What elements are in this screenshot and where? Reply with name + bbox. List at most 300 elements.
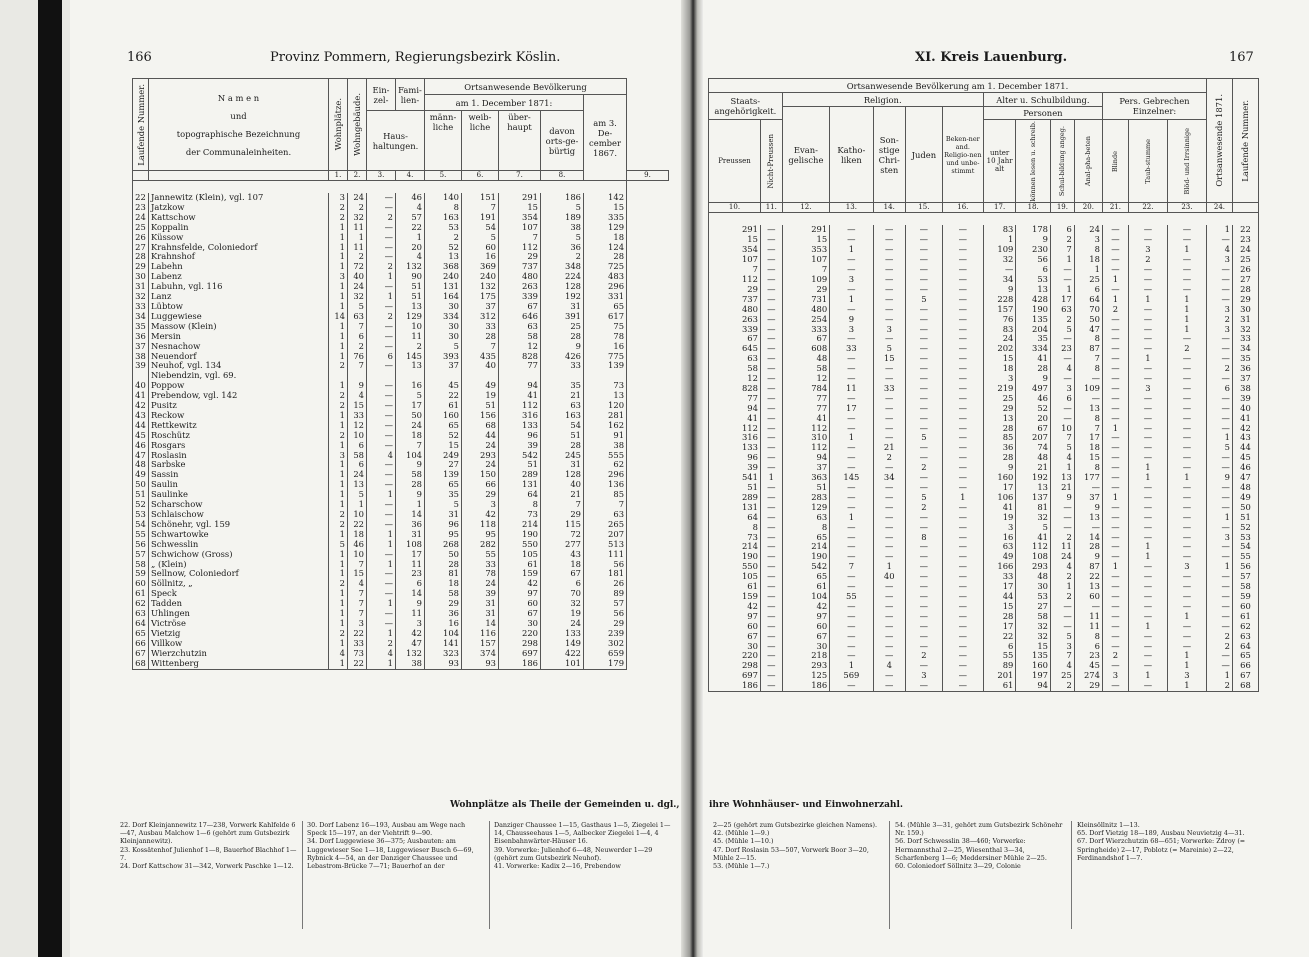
cell-value: — xyxy=(873,503,905,513)
column-number: 8. xyxy=(541,171,584,181)
row-number: 23 xyxy=(133,203,149,213)
cell-value: 90 xyxy=(396,272,425,282)
cell-value: 3 xyxy=(983,374,1015,384)
cell-value: 2 xyxy=(905,503,942,513)
table-row xyxy=(709,642,1259,652)
header-ortsanwesende: Ortsanwesende Bevölkerung xyxy=(425,79,627,95)
cell-value: 7 xyxy=(499,233,541,243)
cell-value: 1 xyxy=(329,352,348,362)
cell-value: — xyxy=(760,622,782,632)
cell-value: 22 xyxy=(983,632,1015,642)
cell-value: — xyxy=(1206,622,1232,632)
cell-value: 9 xyxy=(983,463,1015,473)
table-row xyxy=(133,649,669,659)
table-row xyxy=(133,193,669,203)
cell-value: 1 xyxy=(1050,582,1074,592)
cell-value: 22 xyxy=(348,520,367,530)
cell-value: 1 xyxy=(1074,265,1102,275)
table-row xyxy=(133,262,669,272)
cell-value: 73 xyxy=(348,649,367,659)
cell-value: 3 xyxy=(873,325,905,335)
cell-value: 67 xyxy=(499,302,541,312)
footnote-column-6 xyxy=(1077,821,1253,862)
cell-value: — xyxy=(942,424,983,434)
cell-value: — xyxy=(1128,523,1167,533)
header-namen-topographische: topographische Bezeichnung xyxy=(176,128,301,139)
cell-value: — xyxy=(1167,235,1206,245)
header-namen-communal: der Communaleinheiten. xyxy=(185,146,292,157)
cell-value: — xyxy=(1102,503,1128,513)
footnote: 54. (Mühle 3—31, gehört zum Gutsbezirk Schönehr Nr. 159.) xyxy=(895,821,1063,838)
cell-value: 480 xyxy=(499,272,541,282)
place-name: Massow (Klein) xyxy=(149,322,329,332)
column-number: 21. xyxy=(1102,203,1128,213)
cell-value: 1 xyxy=(396,500,425,510)
cell-value: 697 xyxy=(709,671,761,681)
cell-value: 159 xyxy=(709,592,761,602)
cell-value: 30 xyxy=(782,642,830,652)
place-name: Luggewiese xyxy=(149,312,329,322)
cell-value: 7 xyxy=(348,560,367,570)
cell-value: — xyxy=(760,483,782,493)
cell-value: 5 xyxy=(348,302,367,312)
table-row xyxy=(133,381,669,391)
cell-value: 96 xyxy=(709,453,761,463)
cell-value: 44 xyxy=(462,431,499,441)
cell-value: — xyxy=(1206,404,1232,414)
cell-value: — xyxy=(830,552,873,562)
cell-value xyxy=(348,371,367,381)
cell-value: 23 xyxy=(396,569,425,579)
cell-value: 289 xyxy=(709,493,761,503)
cell-value: 87 xyxy=(1074,562,1102,572)
header-juden: Juden xyxy=(905,107,942,203)
cell-value: 3 xyxy=(1050,642,1074,652)
cell-value: — xyxy=(942,443,983,453)
cell-value: 40 xyxy=(348,272,367,282)
cell-value: — xyxy=(942,225,983,235)
cell-value: — xyxy=(367,441,396,451)
table-row xyxy=(133,233,669,243)
cell-value: 177 xyxy=(1074,473,1102,483)
cell-value: — xyxy=(1128,275,1167,285)
cell-value: 22 xyxy=(396,223,425,233)
column-number: 14. xyxy=(873,203,905,213)
cell-value: 131 xyxy=(425,282,462,292)
cell-value: 22 xyxy=(1074,572,1102,582)
cell-value: — xyxy=(367,550,396,560)
cell-value: 201 xyxy=(983,671,1015,681)
cell-value: 57 xyxy=(584,599,627,609)
cell-value: 17 xyxy=(983,483,1015,493)
cell-value: — xyxy=(367,322,396,332)
cell-value: 15 xyxy=(348,569,367,579)
row-number: 55 xyxy=(133,530,149,540)
place-name: Schwartowke xyxy=(149,530,329,540)
cell-value: — xyxy=(873,315,905,325)
cell-value: 18 xyxy=(348,530,367,540)
cell-value: — xyxy=(1102,225,1128,235)
cell-value: 555 xyxy=(584,451,627,461)
cell-value: 133 xyxy=(709,443,761,453)
cell-value: — xyxy=(830,572,873,582)
cell-value: 38 xyxy=(541,223,584,233)
cell-value: 2 xyxy=(1206,681,1232,691)
cell-value: — xyxy=(942,612,983,622)
table-row xyxy=(133,639,669,649)
row-number: 22 xyxy=(133,193,149,203)
cell-value: — xyxy=(1102,384,1128,394)
cell-value: 28 xyxy=(541,332,584,342)
row-number: 27 xyxy=(133,243,149,253)
cell-value: 3 xyxy=(983,523,1015,533)
cell-value: 1 xyxy=(329,560,348,570)
cell-value: 33 xyxy=(541,361,584,371)
cell-value: 6 xyxy=(1074,285,1102,295)
cell-value: — xyxy=(830,523,873,533)
cell-value: 483 xyxy=(584,272,627,282)
cell-value: 1 xyxy=(329,490,348,500)
place-name: Wierzchutzin xyxy=(149,649,329,659)
cell-value: — xyxy=(942,533,983,543)
cell-value: — xyxy=(873,463,905,473)
cell-value: 7 xyxy=(348,361,367,371)
table-row xyxy=(709,651,1259,661)
cell-value: 2 xyxy=(367,312,396,322)
cell-value: — xyxy=(830,533,873,543)
cell-value: 2 xyxy=(1206,364,1232,374)
cell-value: 608 xyxy=(782,344,830,354)
cell-value: — xyxy=(1074,483,1102,493)
cell-value: — xyxy=(760,374,782,384)
cell-value: — xyxy=(942,285,983,295)
cell-value: 65 xyxy=(782,533,830,543)
cell-value: 8 xyxy=(782,523,830,533)
running-head-left: Provinz Pommern, Regierungsbezirk Köslin. xyxy=(270,50,561,65)
cell-value: 42 xyxy=(499,579,541,589)
cell-value: 20 xyxy=(396,243,425,253)
cell-value: 46 xyxy=(1016,394,1051,404)
cell-value: 282 xyxy=(462,540,499,550)
cell-value: 190 xyxy=(709,552,761,562)
cell-value: — xyxy=(1128,642,1167,652)
cell-value: — xyxy=(983,265,1015,275)
cell-value: 1 xyxy=(1128,542,1167,552)
cell-value: 2 xyxy=(1206,315,1232,325)
table-row xyxy=(133,312,669,322)
cell-value: 78 xyxy=(584,332,627,342)
footnote: 47. Dorf Roslasin 53—507, Vorwerk Boor 3—20, Mühle 2—15. xyxy=(713,845,869,862)
cell-value: — xyxy=(1102,414,1128,424)
cell-value: 55 xyxy=(462,550,499,560)
cell-value xyxy=(367,371,396,381)
cell-value: — xyxy=(1167,424,1206,434)
cell-value: 207 xyxy=(584,530,627,540)
cell-value: 29 xyxy=(462,490,499,500)
cell-value: — xyxy=(1128,493,1167,503)
cell-value: — xyxy=(760,572,782,582)
cell-value: 9 xyxy=(1050,493,1074,503)
cell-value: — xyxy=(873,642,905,652)
cell-value: 62 xyxy=(584,460,627,470)
cell-value: 4 xyxy=(367,451,396,461)
table-row xyxy=(133,619,669,629)
cell-value: 36 xyxy=(425,609,462,619)
cell-value: 8 xyxy=(499,500,541,510)
cell-value: — xyxy=(1206,235,1232,245)
cell-value: 5 xyxy=(425,500,462,510)
cell-value: — xyxy=(1128,453,1167,463)
cell-value: 85 xyxy=(983,433,1015,443)
table-row xyxy=(709,414,1259,424)
cell-value: 6 xyxy=(1016,265,1051,275)
cell-value: — xyxy=(1102,513,1128,523)
cell-value: — xyxy=(760,394,782,404)
cell-value: — xyxy=(830,542,873,552)
row-number: 60 xyxy=(133,579,149,589)
cell-value: 2 xyxy=(1050,592,1074,602)
cell-value: 67 xyxy=(1016,424,1051,434)
cell-value: 3 xyxy=(396,619,425,629)
cell-value: 7 xyxy=(1050,245,1074,255)
cell-value: — xyxy=(1102,661,1128,671)
cell-value: 2 xyxy=(329,431,348,441)
row-number: 54 xyxy=(1232,542,1258,552)
cell-value: — xyxy=(873,295,905,305)
cell-value: 51 xyxy=(499,460,541,470)
cell-value: 14 xyxy=(396,510,425,520)
table-row xyxy=(133,391,669,401)
cell-value: 1 xyxy=(348,233,367,243)
cell-value: — xyxy=(873,235,905,245)
cell-value: — xyxy=(367,460,396,470)
cell-value xyxy=(499,371,541,381)
cell-value: 25 xyxy=(983,394,1015,404)
place-name: Roschütz xyxy=(149,431,329,441)
cell-value: 828 xyxy=(709,384,761,394)
cell-value: — xyxy=(1167,354,1206,364)
cell-value: — xyxy=(1206,354,1232,364)
cell-value: — xyxy=(760,463,782,473)
cell-value: — xyxy=(1128,325,1167,335)
cell-value: 14 xyxy=(396,589,425,599)
cell-value: — xyxy=(942,315,983,325)
cell-value: — xyxy=(905,325,942,335)
place-name: Prebendow, vgl. 142 xyxy=(149,391,329,401)
cell-value: 5 xyxy=(425,342,462,352)
cell-value: 354 xyxy=(499,213,541,223)
cell-value: 37 xyxy=(1074,493,1102,503)
cell-value: 41 xyxy=(1016,354,1051,364)
cell-value: — xyxy=(760,424,782,434)
cell-value: 111 xyxy=(584,550,627,560)
cell-value: 107 xyxy=(499,223,541,233)
cell-value: — xyxy=(1128,443,1167,453)
place-name: Labuhn, vgl. 116 xyxy=(149,282,329,292)
cell-value: 63 xyxy=(584,510,627,520)
cell-value: 45 xyxy=(1074,661,1102,671)
cell-value: — xyxy=(1102,533,1128,543)
cell-value: 1 xyxy=(329,659,348,669)
cell-value: 1 xyxy=(1050,255,1074,265)
cell-value: — xyxy=(1167,642,1206,652)
cell-value: 52 xyxy=(425,431,462,441)
cell-value: 39 xyxy=(499,441,541,451)
cell-value: 428 xyxy=(1016,295,1051,305)
cell-value: 104 xyxy=(425,629,462,639)
page-number-right: 167 xyxy=(1229,50,1254,65)
cell-value: 178 xyxy=(1016,225,1051,235)
footnote-column-1 xyxy=(120,821,298,870)
cell-value: 1 xyxy=(1167,661,1206,671)
cell-value: 219 xyxy=(983,384,1015,394)
cell-value: — xyxy=(760,523,782,533)
cell-value: — xyxy=(942,582,983,592)
table-row xyxy=(709,632,1259,642)
cell-value: 1 xyxy=(1128,473,1167,483)
cell-value: 15 xyxy=(584,203,627,213)
cell-value: — xyxy=(367,203,396,213)
cell-value: — xyxy=(873,681,905,691)
cell-value: — xyxy=(1167,622,1206,632)
cell-value: 1 xyxy=(830,661,873,671)
table-row xyxy=(709,542,1259,552)
cell-value: — xyxy=(1206,275,1232,285)
cell-value: 76 xyxy=(348,352,367,362)
cell-value: — xyxy=(760,305,782,315)
cell-value: — xyxy=(1167,542,1206,552)
cell-value: 70 xyxy=(1074,305,1102,315)
place-name: Rosgars xyxy=(149,441,329,451)
cell-value: 296 xyxy=(584,470,627,480)
cell-value: 3 xyxy=(1128,245,1167,255)
cell-value: 157 xyxy=(983,305,1015,315)
table-row xyxy=(133,451,669,461)
cell-value: 190 xyxy=(1016,305,1051,315)
cell-value: 97 xyxy=(499,589,541,599)
place-name: Villkow xyxy=(149,639,329,649)
cell-value: — xyxy=(942,463,983,473)
cell-value: — xyxy=(1050,622,1074,632)
cell-value: 6 xyxy=(1074,642,1102,652)
cell-value: — xyxy=(760,542,782,552)
cell-value: 41 xyxy=(499,391,541,401)
cell-value: — xyxy=(1102,592,1128,602)
cell-value: — xyxy=(873,255,905,265)
cell-value: — xyxy=(942,433,983,443)
cell-value: 9 xyxy=(1016,374,1051,384)
table-row xyxy=(133,460,669,470)
cell-value: 16 xyxy=(584,342,627,352)
cell-value: — xyxy=(873,334,905,344)
cell-value: 4 xyxy=(329,649,348,659)
cell-value: — xyxy=(942,661,983,671)
cell-value: — xyxy=(942,374,983,384)
cell-value: — xyxy=(1167,364,1206,374)
header-ortsanwesende-1871: Ortsanwesende 1871. xyxy=(1214,94,1225,188)
cell-value: — xyxy=(1167,483,1206,493)
cell-value: — xyxy=(1206,592,1232,602)
footnote: 45. (Mühle 1—10.) xyxy=(713,837,774,846)
cell-value: — xyxy=(830,394,873,404)
cell-value: — xyxy=(873,225,905,235)
row-number: 25 xyxy=(1232,255,1258,265)
cell-value: 4 xyxy=(348,579,367,589)
cell-value: 11 xyxy=(396,609,425,619)
cell-value: 163 xyxy=(425,213,462,223)
header-laufende-nummer-right: Laufende Nummer. xyxy=(1240,99,1251,182)
table-row xyxy=(709,592,1259,602)
row-number: 56 xyxy=(1232,562,1258,572)
cell-value: — xyxy=(873,582,905,592)
cell-value: 1 xyxy=(329,322,348,332)
row-number: 24 xyxy=(133,213,149,223)
cell-value: 112 xyxy=(709,424,761,434)
cell-value: 21 xyxy=(541,490,584,500)
column-number: 24. xyxy=(1206,203,1232,213)
cell-value: 18 xyxy=(396,431,425,441)
cell-value: — xyxy=(873,414,905,424)
cell-value: 29 xyxy=(983,404,1015,414)
cell-value: — xyxy=(1074,394,1102,404)
cell-value: 645 xyxy=(709,344,761,354)
cell-value: 50 xyxy=(1074,315,1102,325)
column-number: 5. xyxy=(425,171,462,181)
cell-value: 2 xyxy=(329,629,348,639)
cell-value: 17 xyxy=(396,401,425,411)
cell-value: 63 xyxy=(709,354,761,364)
row-number: 28 xyxy=(1232,285,1258,295)
table-row xyxy=(709,483,1259,493)
cell-value: — xyxy=(1050,602,1074,612)
cell-value: 24 xyxy=(348,193,367,203)
cell-value: 76 xyxy=(983,315,1015,325)
cell-value: 112 xyxy=(782,424,830,434)
cell-value: 109 xyxy=(983,245,1015,255)
cell-value: 19 xyxy=(462,391,499,401)
row-number: 26 xyxy=(133,233,149,243)
cell-value: 132 xyxy=(462,282,499,292)
cell-value: — xyxy=(873,285,905,295)
cell-value: 725 xyxy=(584,262,627,272)
cell-value: 1 xyxy=(329,223,348,233)
cell-value: 63 xyxy=(983,542,1015,552)
cell-value: — xyxy=(905,642,942,652)
cell-value: 6 xyxy=(367,352,396,362)
cell-value: — xyxy=(1102,473,1128,483)
row-number: 29 xyxy=(133,262,149,272)
page-number-left: 166 xyxy=(127,50,152,65)
cell-value: 101 xyxy=(541,659,584,669)
footnote: 2—25 (gehört zum Gutsbezirke gleichen Namens). xyxy=(713,821,878,829)
row-number: 47 xyxy=(133,451,149,461)
cell-value: — xyxy=(1167,523,1206,533)
cell-value: 175 xyxy=(462,292,499,302)
cell-value: — xyxy=(1102,235,1128,245)
cell-value: 87 xyxy=(1074,344,1102,354)
footnote: Kleinsöllnitz 1—13. xyxy=(1077,821,1140,829)
cell-value: 8 xyxy=(425,203,462,213)
cell-value: 274 xyxy=(1074,671,1102,681)
cell-value: 1 xyxy=(830,245,873,255)
cell-value: — xyxy=(942,552,983,562)
cell-value: 6 xyxy=(1050,225,1074,235)
header-analphabeten: Anal-pha-beten xyxy=(1084,136,1093,187)
table-row xyxy=(133,431,669,441)
cell-value: 30 xyxy=(425,332,462,342)
cell-value: 34 xyxy=(873,473,905,483)
cell-value: 6 xyxy=(1206,384,1232,394)
